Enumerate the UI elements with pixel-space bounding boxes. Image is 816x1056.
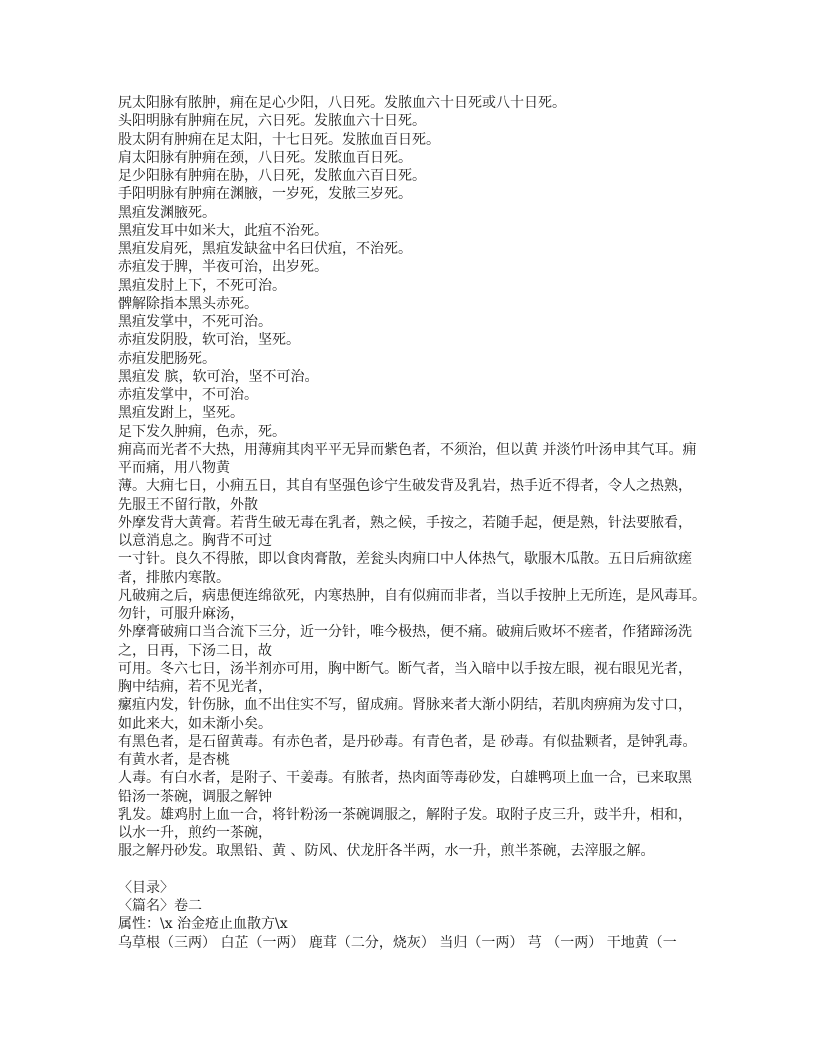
text-line: 外摩膏破痈口当合流下三分，近一分针，唯今极热，便不痛。破痈后败坏不瘥者，作猪蹄汤洗 [118, 624, 692, 641]
text-line: 铅汤一茶碗，调服之解钟 [118, 788, 272, 805]
text-line: 薄。大痈七日，小痈五日，其自有坚强色诊宁生破发背及乳岩，热手近不得者，令人之热熟， [118, 478, 692, 495]
text-line: 以水一升，煎约一茶碗， [118, 825, 272, 841]
text-line: 足下发久肿痈，色赤，死。 [118, 423, 286, 440]
text-line: 服之解丹砂发。取黑铅、黄 、防风、伏龙肝各半两，水一升，煎半茶碗，去滓服之解。 [118, 843, 655, 860]
text-line: 先服王不留行散，外散 [118, 496, 258, 513]
text-line: 瘰疽内发，针伤脉，血不出住实不写，留成痈。肾脉来者大渐小阴结，若肌肉痹痈为发寸口， [118, 697, 692, 714]
text-line: 〈篇名〉卷二 [118, 898, 202, 914]
text-line: 勿针，可服升麻汤， [118, 606, 244, 622]
text-line: 股太阴有肿痈在足太阳，十七日死。发脓血百日死。 [118, 131, 440, 148]
text-line: 手阳明脉有肿痈在渊腋，一岁死，发脓三岁死。 [118, 186, 412, 203]
text-line: 〈目录〉 [118, 879, 174, 896]
text-line: 肩太阳脉有肿痈在颈，八日死。发脓血百日死。 [118, 149, 412, 166]
text-line: 一寸针。良久不得脓，即以食肉膏散，差瓮头肉痈口中人体热气，歇服木瓜散。五日后痈欲瘥 [118, 551, 692, 568]
text-line: 髀解除指本黑头赤死。 [118, 295, 258, 312]
text-line: 黑疽发耳中如米大，此疽不治死。 [118, 222, 328, 239]
text-line: 人毒。有白水者，是附子、干姜毒。有脓者，热肉面等毒砂发，白雄鸭项上血一合，已来取黑 [118, 770, 692, 787]
text-line: 平而痛，用八物黄 [118, 460, 230, 476]
text-line: 黑疽发掌中，不死可治。 [118, 314, 272, 330]
text-line: 胸中结痈，若不见光者， [118, 679, 272, 695]
text-line: 有黑色者，是石留黄毒。有赤色者，是丹砂毒。有青色者，是 砂毒。有似盐颗者，是钟乳毒。 [118, 733, 697, 750]
text-line: 赤疽发肥肠死。 [118, 350, 216, 367]
text-line: 乌草根（三两） 白芷（一两） 鹿茸（二分，烧灰） 当归（一两） 芎 （一两） 干地黄（一 [118, 934, 677, 951]
text-line: 有黄水者，是杏桃 [118, 752, 230, 768]
text-line: 如此来大，如未渐小矣。 [118, 715, 272, 732]
text-line: 者，排脓内寒散。 [118, 569, 230, 586]
text-line: 赤疽发掌中，不可治。 [118, 387, 258, 403]
text-line: 凡破痈之后，病患便连绵欲死，内寒热肿，自有似痈而非者，当以手按肿上无所连，是风毒耳。 [118, 587, 706, 604]
text-line: 黑疽发肩死，黑疽发缺盆中名曰伏疽，不治死。 [118, 241, 412, 257]
text-line: 外摩发背大黄膏。若背生破无毒在乳者，熟之候，手按之，若随手起，便是熟，针法要脓看， [118, 514, 692, 531]
text-line: 头阳明脉有肿痈在尻，六日死。发脓血六十日死。 [118, 113, 426, 130]
text-line: 属性：\x 治金疮止血散方\x [118, 916, 288, 933]
text-line: 黑疽发 膑，软可治，坚不可治。 [118, 368, 319, 385]
text-line: 以意消息之。胸背不可过 [118, 533, 272, 549]
text-line: 可用。冬六七日，汤半剂亦可用，胸中断气。断气者，当入暗中以手按左眼，视右眼见光者， [118, 660, 692, 677]
text-line: 足少阳脉有肿痈在胁，八日死，发脓血六百日死。 [118, 168, 426, 184]
text-line: 尻太阳脉有脓肿，痈在足心少阳，八日死。发脓血六十日死或八十日死。 [118, 95, 566, 111]
text-line: 黑疽发肘上下，不死可治。 [118, 277, 286, 294]
text-line: 乳发。雄鸡肘上血一合，将针粉汤一茶碗调服之，解附子发。取附子皮三升，豉半升，相和， [118, 806, 692, 823]
document-page [118, 94, 718, 952]
blank-line [118, 861, 718, 879]
text-line: 赤疽发于脾，半夜可治，出岁死。 [118, 259, 328, 276]
text-line: 之，日再，下汤二日，故 [118, 642, 272, 659]
text-line: 赤疽发阴股，软可治，坚死。 [118, 332, 300, 349]
text-line: 黑疽发渊腋死。 [118, 204, 216, 221]
text-line: 痈高而光者不大热，用薄痈其肉平平无异而紫色者，不须治，但以黄 并淡竹叶汤申其气耳。痈 [118, 441, 697, 458]
text-line: 黑疽发跗上，坚死。 [118, 405, 244, 422]
